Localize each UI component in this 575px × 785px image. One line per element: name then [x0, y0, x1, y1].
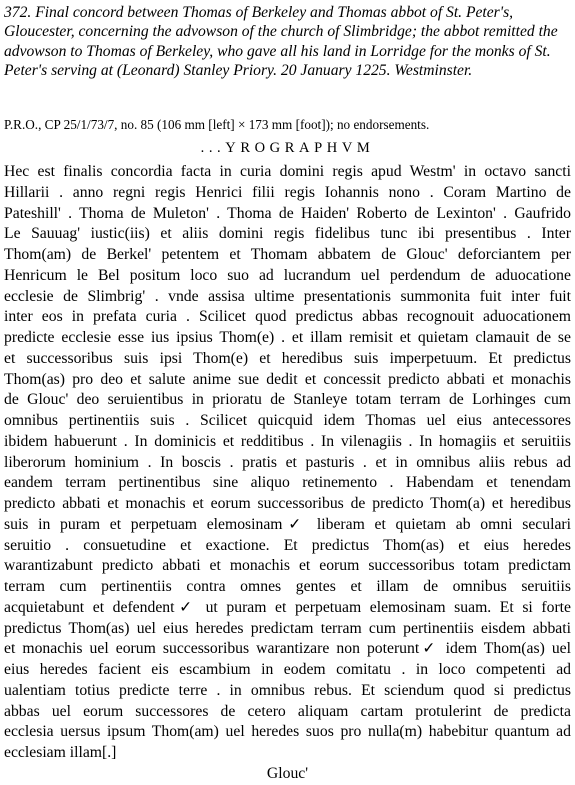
source-citation: P.R.O., CP 25/1/73/7, no. 85 (106 mm [left] × 173 mm [foot]); no endorsements.: [4, 117, 430, 132]
text-line: eandem terram pertinentibus sine aliquo retinemento . Habendam et tenendam: [4, 474, 571, 492]
text-line: abbas uel eorum successores de cetero aliquam cartam protulerint de predicta: [4, 702, 571, 720]
text-line: predicto abbati et monachis et eorum successoribus de predicto Thom(a) et heredibus: [4, 495, 571, 512]
entry-heading: 372. Final concord between Thomas of Berkeley and Thomas abbot of St. Peter's, Gloucester, concerning the advowson of the church of Slimbridge; the abbot remitted the advowson to Thomas of Berkeley, who gave all his land in Lorridge for the monks of St. Peter's serving at (Leonard) Stanley Priory. 20 January 1225. Westminster.: [4, 4, 558, 79]
chirograph-heading: ...YROGRAPHVM: [200, 140, 375, 156]
footer-endorsement: Glouc': [266, 765, 309, 782]
text-line: warantizabunt predicto abbati et monachis et eorum successoribus totam predictam: [4, 557, 571, 575]
text-line: predictus Thom(as) uel eius heredes predictam terram cum pertinentiis eisdem abbati: [4, 619, 571, 637]
text-line: predicte ecclesie esse ius ipsius Thom(e) . et illam remisit et quietam clamauit de se: [4, 329, 571, 346]
text-line: suis in puram et perpetuam elemosinam✓ liberam et quietam ab omni seculari: [4, 515, 571, 533]
text-line: eius heredes facient eis escambium in eodem comitatu . in loco competenti ad: [4, 661, 571, 678]
text-line: Thom(as) pro deo et salute anime sue dedit et concessit predicto abbati et monachis: [4, 370, 571, 388]
text-line: Henricum le Bel positum loco suo ad lucrandum uel perdendum de aduocatione: [4, 266, 571, 284]
text-line: ualentiam totius predicte terre . in omnibus rebus. Et sciendum quod si predictus: [4, 681, 571, 699]
text-line: Hillarii . anno regni regis Henrici filii regis Iohannis nono . Coram Martino de: [4, 183, 571, 201]
text-line: de Glouc' deo seruientibus in prioratu de Stanleye totam terram de Lorhinges cum: [4, 391, 571, 409]
text-line: terram cum pertinentiis contra omnes gentes et illam de omnibus seruitiis: [4, 578, 571, 595]
text-line: ecclesia uersus ipsum Thom(am) uel heredes suos pro nulla(m) habebitur quantum ad: [4, 723, 571, 741]
text-line: ecclesie de Slimbrig' . vnde assisa ultime presentationis summonita fuit inter fuit: [4, 287, 571, 305]
text-line: Thom(am) de Berkel' petentem et Thomam abbatem de Glouc' deforciantem per: [4, 246, 571, 263]
text-line: omnibus pertinentiis suis . Scilicet quicquid idem Thomas uel eius antecessores: [4, 412, 571, 429]
text-line: Hec est finalis concordia facta in curia domini regis apud Westm' in octavo sancti: [4, 163, 571, 180]
text-line: inter eos in prefata curia . Scilicet quod predictus abbas recognouit aduocationem: [4, 308, 571, 326]
text-line: liberorum hominium . In boscis . pratis et pasturis . et in omnibus aliis rebus ad: [4, 453, 571, 471]
text-line: ibidem habuerunt . In dominicis et redditibus . In vilenagiis . In homagiis et seruitiis: [4, 432, 571, 450]
text-line: et successoribus suis ipsi Thom(e) et heredibus suis imperpetuum. Et predictus: [4, 349, 571, 367]
text-line: Le Sauuag' iustic(iis) et aliis domini regis fidelibus tunc ibi presentibus . Inter: [4, 225, 571, 243]
text-line: et monachis uel eorum successoribus warantizare non poterunt✓ idem Thom(as) uel: [4, 640, 571, 658]
text-line: ecclesiam illam[.]: [4, 744, 117, 761]
text-line: Pateshill' . Thoma de Muleton' . Thoma de Haiden' Roberto de Lexinton' . Gaufrido: [4, 204, 571, 222]
text-line: seruitio . consuetudine et exactione. Et predictus Thom(as) et eius heredes: [4, 536, 571, 554]
latin-text: [4, 162, 571, 764]
text-line: acquietabunt et defendent✓ ut puram et perpetuam elemosinam suam. Et si forte: [4, 598, 571, 616]
